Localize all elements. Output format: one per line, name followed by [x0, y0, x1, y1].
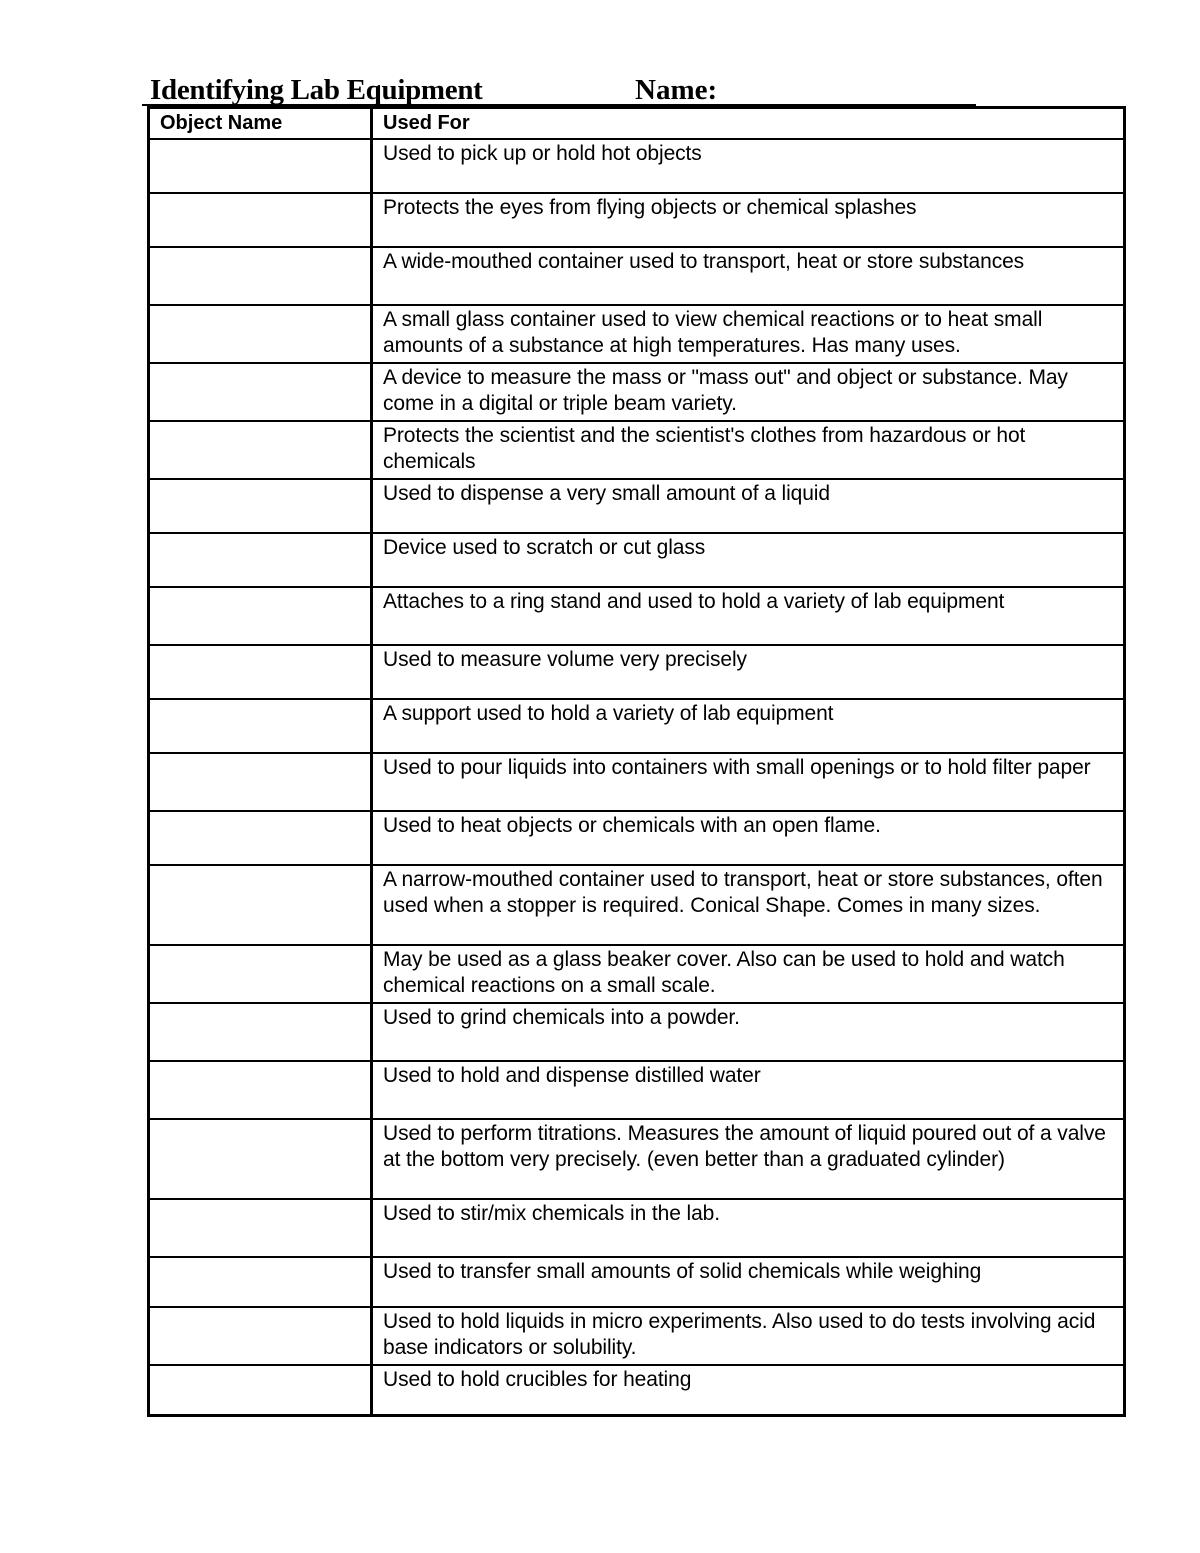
- object-name-cell[interactable]: [149, 139, 372, 193]
- table-row: [149, 753, 1125, 811]
- object-name-cell[interactable]: [149, 247, 372, 305]
- used-for-cell: Used to heat objects or chemicals with an open flame.: [372, 811, 1125, 865]
- used-for-cell: Used to pick up or hold hot objects: [372, 139, 1125, 193]
- column-header-object-name: Object Name: [149, 108, 372, 140]
- object-name-cell[interactable]: [149, 363, 372, 421]
- used-for-cell: Used to measure volume very precisely: [372, 645, 1125, 699]
- used-for-cell: Used to hold liquids in micro experiments. Also used to do tests involving acid base indicators or solubility.: [372, 1307, 1125, 1365]
- table-row: [149, 645, 1125, 699]
- object-name-cell[interactable]: [149, 865, 372, 945]
- used-for-cell: Used to hold and dispense distilled water: [372, 1061, 1125, 1119]
- object-name-cell[interactable]: [149, 1365, 372, 1415]
- table-row: [149, 1307, 1125, 1365]
- table-row: [149, 699, 1125, 753]
- object-name-cell[interactable]: [149, 811, 372, 865]
- table-row: [149, 305, 1125, 363]
- used-for-cell: Used to hold crucibles for heating: [372, 1365, 1125, 1415]
- table-row: [149, 533, 1125, 587]
- used-for-cell: A narrow-mouthed container used to transport, heat or store substances, often used when a stopper is required. Conical Shape. Comes in many sizes.: [372, 865, 1125, 945]
- object-name-cell[interactable]: [149, 1061, 372, 1119]
- table-row: [149, 139, 1125, 193]
- object-name-cell[interactable]: [149, 945, 372, 1003]
- table-row: [149, 1003, 1125, 1061]
- table-row: [149, 1257, 1125, 1307]
- used-for-cell: Used to pour liquids into containers with small openings or to hold filter paper: [372, 753, 1125, 811]
- used-for-cell: A device to measure the mass or "mass out" and object or substance. May come in a digital or triple beam variety.: [372, 363, 1125, 421]
- table-row: [149, 587, 1125, 645]
- object-name-cell[interactable]: [149, 587, 372, 645]
- used-for-cell: Device used to scratch or cut glass: [372, 533, 1125, 587]
- table-row: [149, 479, 1125, 533]
- table-header-row: [149, 108, 1125, 140]
- object-name-cell[interactable]: [149, 421, 372, 479]
- used-for-cell: Used to grind chemicals into a powder.: [372, 1003, 1125, 1061]
- table-row: [149, 363, 1125, 421]
- object-name-cell[interactable]: [149, 305, 372, 363]
- worksheet-title: Identifying Lab Equipment: [150, 74, 483, 106]
- used-for-cell: A small glass container used to view chemical reactions or to heat small amounts of a substance at high temperatures. Has many uses.: [372, 305, 1125, 363]
- table-row: [149, 193, 1125, 247]
- object-name-cell[interactable]: [149, 479, 372, 533]
- object-name-cell[interactable]: [149, 699, 372, 753]
- object-name-cell[interactable]: [149, 193, 372, 247]
- column-header-used-for: Used For: [372, 108, 1125, 140]
- table-row: [149, 811, 1125, 865]
- table-row: [149, 1119, 1125, 1199]
- object-name-cell[interactable]: [149, 533, 372, 587]
- worksheet-header: [142, 72, 976, 106]
- table-row: [149, 1199, 1125, 1257]
- used-for-cell: Protects the scientist and the scientist's clothes from hazardous or hot chemicals: [372, 421, 1125, 479]
- table-row: [149, 421, 1125, 479]
- used-for-cell: A wide-mouthed container used to transport, heat or store substances: [372, 247, 1125, 305]
- used-for-cell: A support used to hold a variety of lab equipment: [372, 699, 1125, 753]
- object-name-cell[interactable]: [149, 1257, 372, 1307]
- used-for-cell: Used to transfer small amounts of solid chemicals while weighing: [372, 1257, 1125, 1307]
- object-name-cell[interactable]: [149, 753, 372, 811]
- used-for-cell: Attaches to a ring stand and used to hold a variety of lab equipment: [372, 587, 1125, 645]
- object-name-cell[interactable]: [149, 1003, 372, 1061]
- table-row: [149, 945, 1125, 1003]
- used-for-cell: May be used as a glass beaker cover. Also can be used to hold and watch chemical reactions on a small scale.: [372, 945, 1125, 1003]
- object-name-cell[interactable]: [149, 1119, 372, 1199]
- table-row: [149, 865, 1125, 945]
- object-name-cell[interactable]: [149, 1307, 372, 1365]
- table-row: [149, 1061, 1125, 1119]
- equipment-table: [147, 106, 1126, 1417]
- object-name-cell[interactable]: [149, 645, 372, 699]
- used-for-cell: Used to stir/mix chemicals in the lab.: [372, 1199, 1125, 1257]
- used-for-cell: Used to perform titrations. Measures the amount of liquid poured out of a valve at the bottom very precisely. (even better than a graduated cylinder): [372, 1119, 1125, 1199]
- object-name-cell[interactable]: [149, 1199, 372, 1257]
- table-body: [149, 139, 1125, 1415]
- used-for-cell: Protects the eyes from flying objects or chemical splashes: [372, 193, 1125, 247]
- used-for-cell: Used to dispense a very small amount of a liquid: [372, 479, 1125, 533]
- table-row: [149, 1365, 1125, 1415]
- name-label: Name:: [635, 74, 718, 106]
- table-row: [149, 247, 1125, 305]
